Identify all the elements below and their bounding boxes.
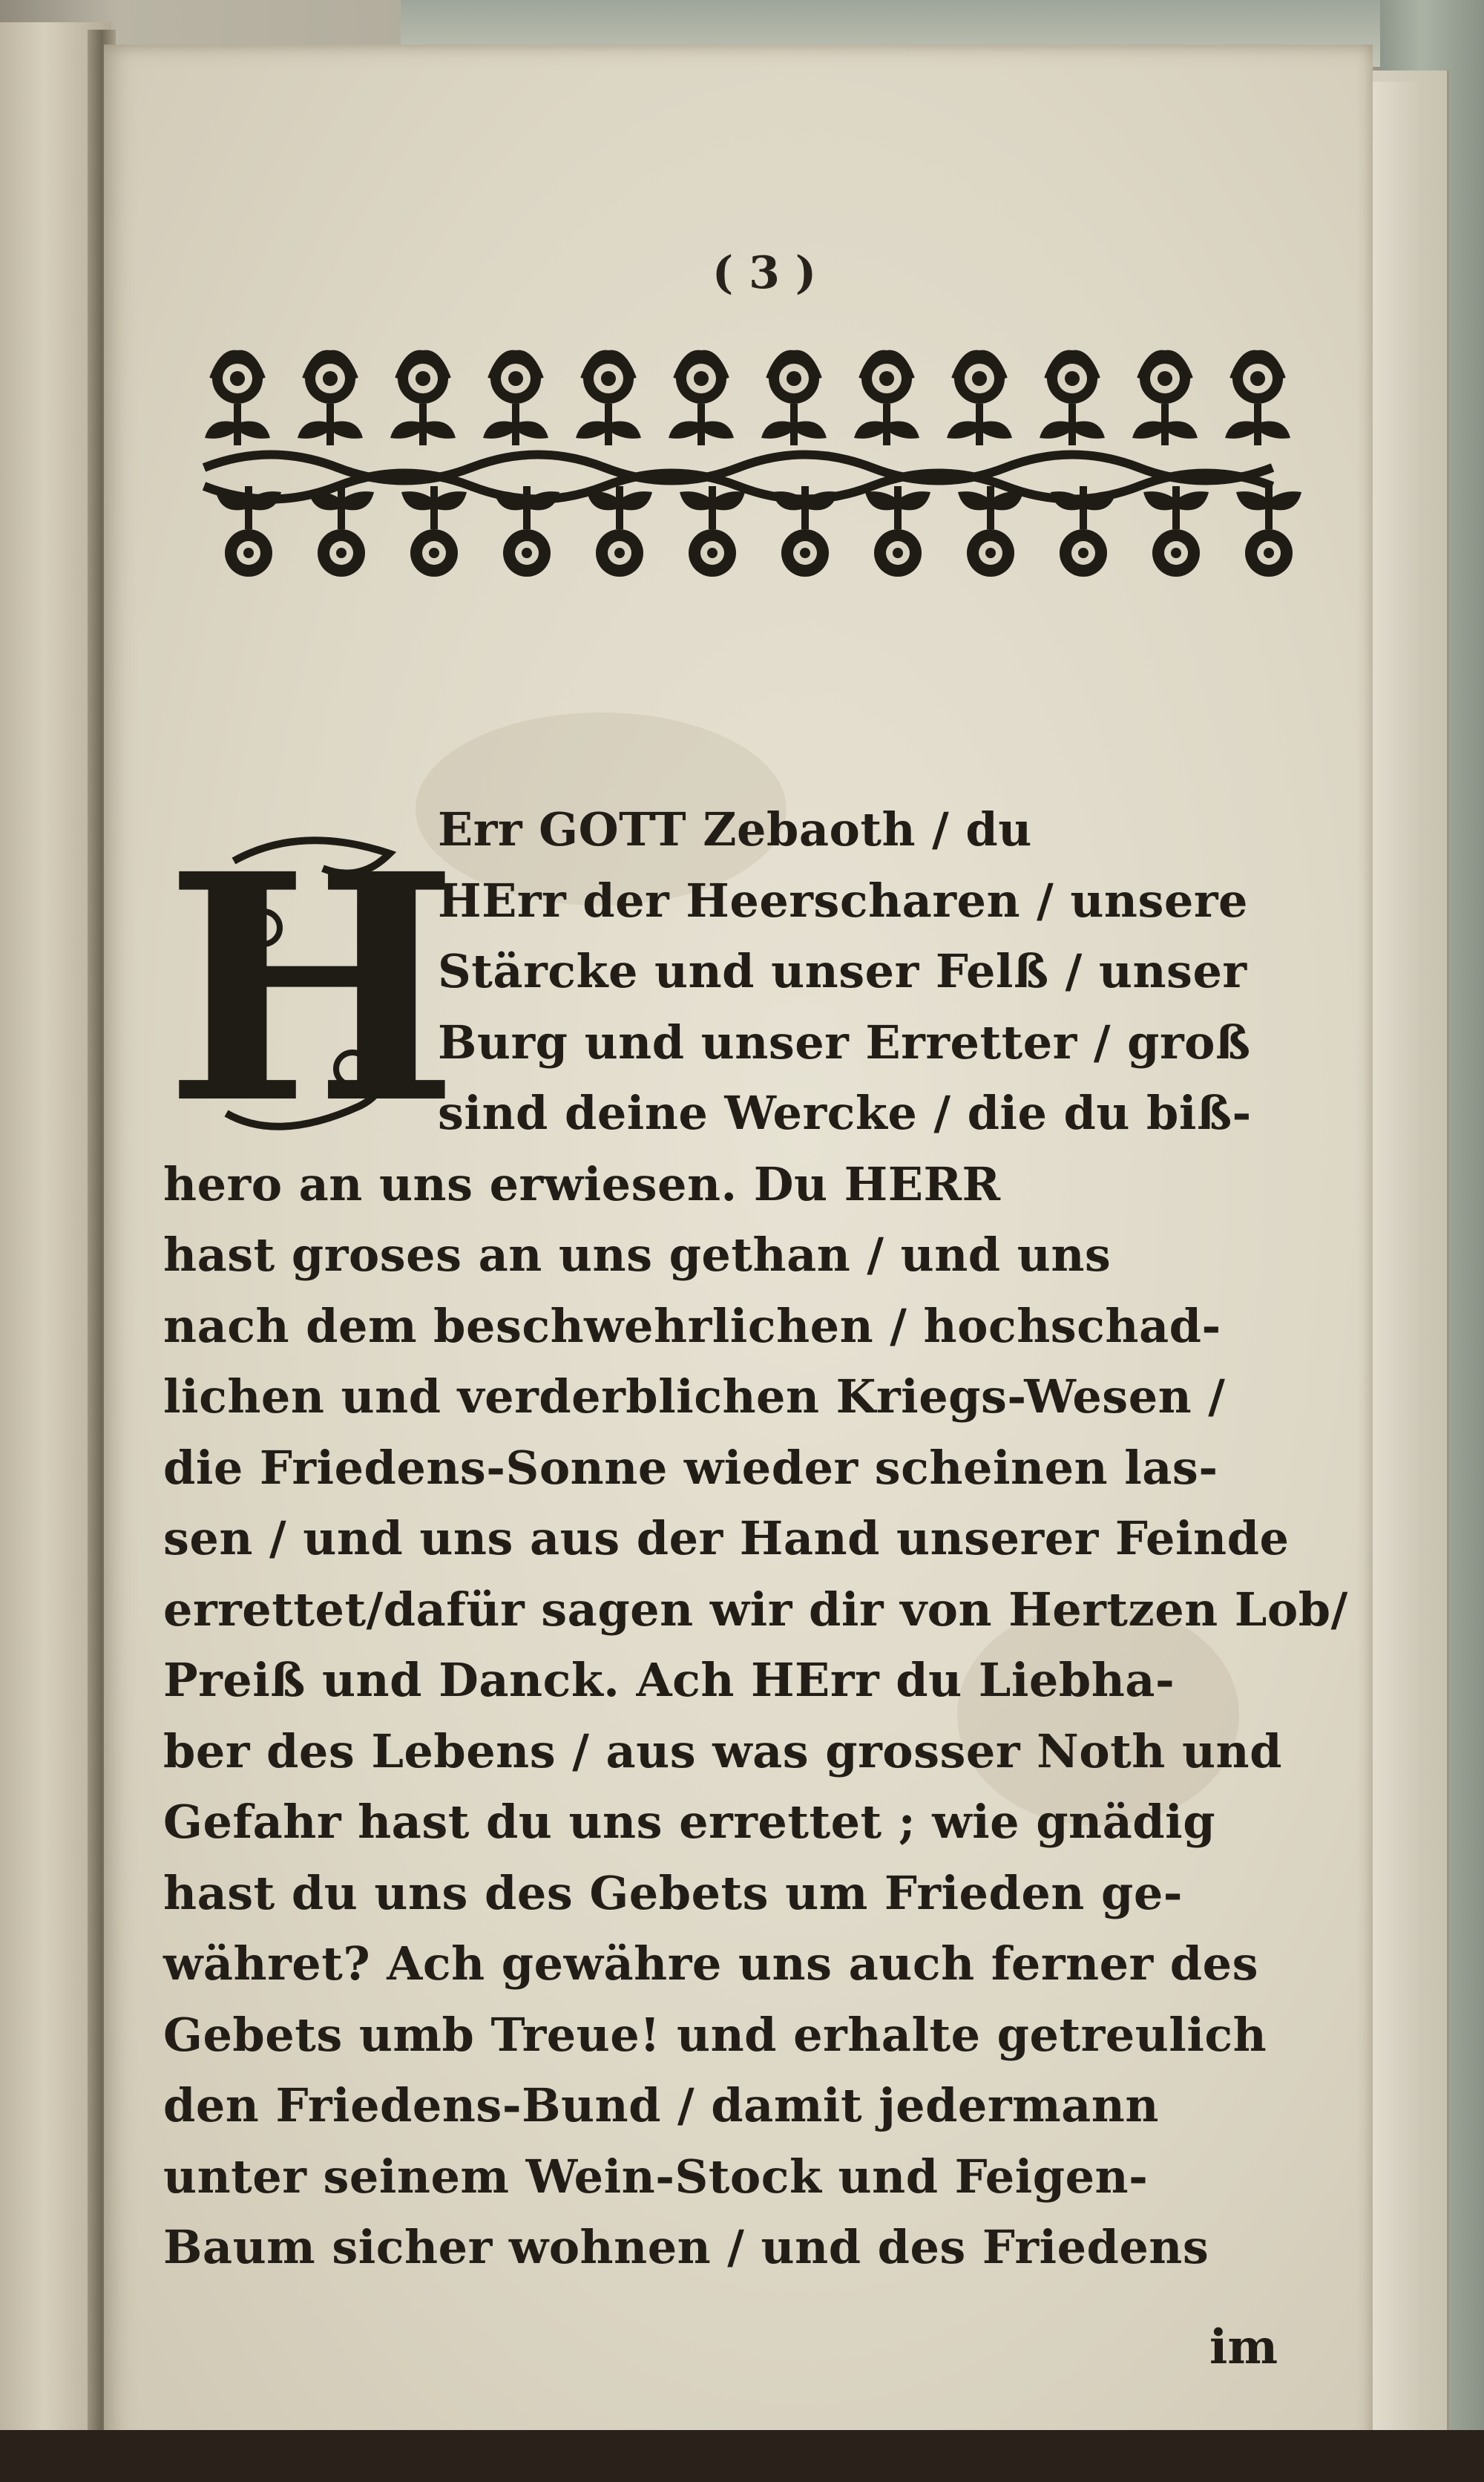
table-surface	[0, 2430, 1484, 2482]
text-line: Preiß und Danck. Ach HErr du Liebha-	[163, 1653, 1175, 1707]
text-line: hero an uns erwiesen. Du HERR	[163, 1156, 1001, 1211]
text-line: sind deine Wercke / die du biß-	[438, 1086, 1252, 1140]
printed-page	[104, 45, 1373, 2453]
text-line: HErr der Heerscharen / unsere	[438, 873, 1248, 928]
text-line: ber des Lebens / aus was grosser Noth und	[163, 1723, 1282, 1778]
text-line: Baum sicher wohnen / und des Friedens	[163, 2220, 1209, 2274]
text-line: Stärcke und unser Felß / unser	[438, 944, 1247, 998]
text-line: sen / und uns aus der Hand unserer Feinde	[163, 1511, 1290, 1565]
text-line: Burg und unser Erretter / groß	[438, 1015, 1251, 1070]
page-number: ( 3 )	[712, 247, 817, 299]
text-line: Err GOTT Zebaoth / du	[438, 802, 1032, 857]
text-line: Gefahr hast du uns errettet ; wie gnädig	[163, 1795, 1216, 1849]
text-line: Gebets umb Treue! und erhalte getreulich	[163, 2007, 1267, 2062]
text-line: den Friedens-Bund / damit jedermann	[163, 2078, 1159, 2132]
text-line: währet? Ach gewähre uns auch ferner des	[163, 1936, 1258, 1991]
drop-cap-letter: H	[164, 807, 459, 1173]
text-line: nach dem beschwehrlichen / hochschad-	[163, 1298, 1221, 1353]
floral-border-icon	[197, 308, 1324, 605]
catchword: im	[1209, 2319, 1278, 2375]
page-stack-edge-inner	[1373, 82, 1417, 2449]
text-line: errettet/dafür sagen wir dir von Hertzen Lob/	[163, 1582, 1348, 1637]
text-line: die Friedens-Sonne wieder scheinen las-	[163, 1440, 1218, 1495]
text-line: unter seinem Wein-Stock und Feigen-	[163, 2149, 1149, 2204]
text-line: hast groses an uns gethan / und uns	[163, 1228, 1112, 1282]
body-text	[163, 794, 1348, 2283]
text-line: hast du uns des Gebets um Frieden ge-	[163, 1865, 1183, 1920]
text-line: lichen und verderblichen Kriegs-Wesen /	[163, 1369, 1226, 1424]
